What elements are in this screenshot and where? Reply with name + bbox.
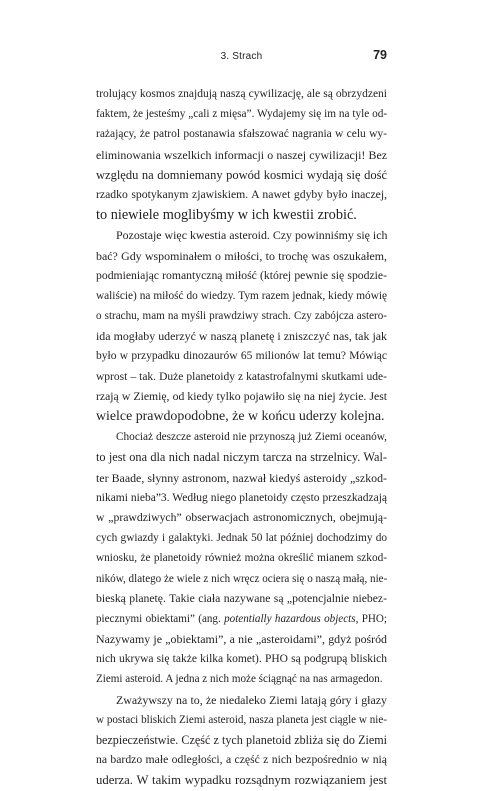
text-line-content: Pozostaje więc kwestia asteroid. Czy powinniśmy się ich bbox=[116, 228, 387, 243]
text-line-content: w „prawdziwych” obserwacjach astronomicznych, obejmują- bbox=[96, 510, 387, 524]
body-text bbox=[96, 84, 387, 791]
text-line-content: wniosku, że planetoidy również można określić mianem szkod- bbox=[96, 552, 387, 565]
text-line-content: waliście) na miłość do wiedzy. Tym razem jednak, kiedy mówię bbox=[96, 289, 387, 302]
text-line bbox=[96, 266, 387, 286]
text-line-content: rażający, że patrol postanawia sfałszować nagrania w celu wy- bbox=[96, 128, 387, 141]
text-line bbox=[96, 367, 387, 387]
text-line bbox=[96, 770, 387, 790]
text-line bbox=[96, 528, 387, 548]
text-line bbox=[96, 427, 387, 447]
text-line-content: to niewiele moglibyśmy w ich kwestii zrobić. bbox=[96, 207, 357, 224]
running-header bbox=[96, 48, 387, 66]
text-line-content: ników, dlatego że wiele z nich wręcz ociera się o naszą małą, nie- bbox=[96, 572, 387, 585]
page-number: 79 bbox=[373, 48, 387, 62]
text-line-content: Nazywamy je „obiektami”, a nie „asteroidami”, gdyż pośród bbox=[96, 632, 387, 647]
text-line-content: rzadko spotykanym zjawiskiem. A nawet gdyby było inaczej, bbox=[96, 187, 387, 201]
text-line-content: nich ukrywa się także kilka komet). PHO są podgrupą bliskich bbox=[96, 653, 387, 666]
text-line-content: nikami nieba”3. Według niego planetoidy często przeszkadzają bbox=[96, 491, 387, 504]
text-line-content: na bardzo małe odległości, a część z nich bezpośrednio w nią bbox=[96, 753, 387, 767]
text-line bbox=[96, 306, 387, 326]
text-line bbox=[96, 145, 387, 165]
text-line bbox=[96, 488, 387, 508]
text-line bbox=[96, 468, 387, 488]
text-line bbox=[96, 710, 387, 730]
text-line bbox=[96, 750, 387, 770]
text-line-content: wielce prawdopodobne, że w końcu uderzy kolejna. bbox=[96, 409, 385, 424]
text-line-content: ter Baade, słynny astronom, nazwał kiedyś asteroidy „szkod- bbox=[96, 470, 387, 485]
text-line bbox=[96, 84, 387, 104]
text-line bbox=[96, 690, 387, 710]
text-line bbox=[96, 508, 387, 528]
text-line-content: o strachu, mam na myśli prawdziwy strach. Czy zabójcza astero- bbox=[96, 310, 387, 323]
text-line-content: bezpieczeństwie. Część z tych planetoid zbliża się do Ziemi bbox=[96, 733, 387, 747]
italic-term: potentially hazardous objects bbox=[224, 612, 356, 625]
text-line-content: w postaci bliskich Ziemi asteroid, nasza planeta jest ciągle w nie- bbox=[96, 713, 387, 726]
text-line bbox=[96, 447, 387, 467]
text-line bbox=[96, 286, 387, 306]
text-line bbox=[96, 569, 387, 589]
text-line-content: względu na domniemany powód kosmici wydają się dość bbox=[96, 167, 387, 182]
text-line bbox=[96, 185, 387, 205]
text-line-content: Zważywszy na to, że niedaleko Ziemi latają góry i głazy bbox=[116, 692, 387, 707]
chapter-title: 3. Strach bbox=[220, 51, 263, 62]
text-line-content: wprost – tak. Duże planetoidy z katastrofalnymi skutkami ude- bbox=[96, 370, 387, 383]
text-line-content: rzają w Ziemię, od kiedy tylko pojawiło się na niej życie. Jest bbox=[96, 389, 387, 403]
text-line bbox=[96, 246, 387, 266]
text-line bbox=[96, 730, 387, 750]
text-line bbox=[96, 205, 387, 225]
text-line bbox=[96, 629, 387, 649]
text-line bbox=[96, 407, 387, 427]
text-line-content: było w przypadku dinozaurów 65 milionów lat temu? Mówiąc bbox=[96, 350, 387, 363]
text-line bbox=[96, 124, 387, 144]
text-line bbox=[96, 225, 387, 245]
text-line bbox=[96, 649, 387, 669]
text-line-content: bieską planetę. Takie ciała nazywane są „potencjalnie niebez- bbox=[96, 591, 387, 605]
text-line bbox=[96, 346, 387, 366]
text-line-content: trolujący kosmos znajdują naszą cywilizację, ale są obrzydzeni bbox=[96, 88, 387, 100]
text-line bbox=[96, 589, 387, 609]
text-line bbox=[96, 165, 387, 185]
text-line-tail: , PHO; bbox=[355, 612, 387, 625]
text-line bbox=[96, 669, 387, 689]
text-line bbox=[96, 326, 387, 346]
text-line bbox=[96, 387, 387, 407]
text-line-content: faktem, że jesteśmy „cali z mięsa”. Wydajemy się im na tyle od- bbox=[96, 108, 387, 121]
text-line-content: bać? Gdy wspominałem o miłości, to trochę was oszukałem, bbox=[96, 248, 387, 263]
text-line-content: Chociaż deszcze asteroid nie przynoszą już Ziemi oceanów, bbox=[116, 431, 387, 444]
text-line-content: uderza. W takim wypadku rozsądnym rozwiązaniem jest bbox=[96, 773, 387, 788]
text-line bbox=[96, 104, 387, 124]
text-line-content: ida mogłaby uderzyć w naszą planetę i zniszczyć nas, tak jak bbox=[96, 329, 387, 344]
text-line-content: to jest ona dla nich nadal niczym tarcza na strzelnicy. Wal- bbox=[96, 450, 387, 465]
text-line-content: cych gwiazdy i galaktyki. Jednak 50 lat później dochodzimy do bbox=[96, 532, 387, 545]
text-line-content: eliminowania wszelkich informacji o naszej cywilizacji! Bez bbox=[96, 147, 387, 162]
text-line bbox=[96, 609, 387, 629]
text-line-content: podmieniając romantyczną miłość (której pewnie się spodzie- bbox=[96, 268, 387, 282]
text-line bbox=[96, 548, 387, 568]
text-line-content: piecznymi obiektami” (ang. bbox=[96, 612, 225, 625]
text-line-content: Ziemi asteroid. A jedna z nich może ściągnąć na nas armagedon. bbox=[96, 673, 383, 686]
